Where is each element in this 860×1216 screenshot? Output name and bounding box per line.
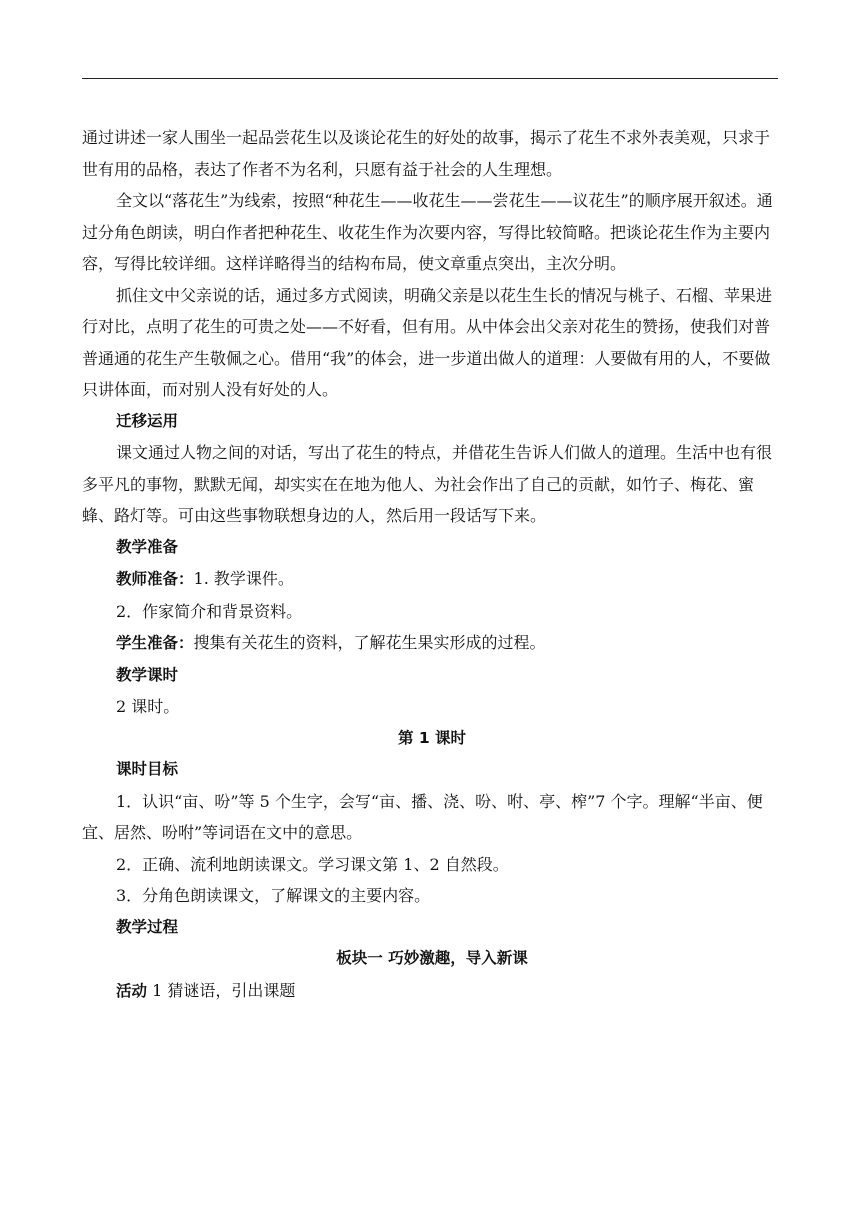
teacher-preparation (82, 563, 782, 596)
goal-3: 3．分角色朗读课文，了解课文的主要内容。 (116, 886, 431, 905)
activity-text: 1 猜谜语，引出课题 (147, 980, 296, 1000)
hours-text: 2 课时。 (116, 697, 180, 716)
paragraph-father: 抓住文中父亲说的话，通过多方式阅读，明确父亲是以花生生长的情况与桃子、石榴、苹果进行对比，点明了花生的可贵之处——不好看，但有用。从中体会出父亲对花生的赞扬，使我们对普普通通的花生产生敬佩之心。借用“我”的体会，进一步道出做人的道理：人要做有用的人，不要做只讲体面，而对别人没有好处的人。 (82, 285, 773, 399)
goal-1: 1．认识“亩、吩”等 5 个生字，会写“亩、播、浇、吩、咐、亭、榨”7 个字。理解“半亩、便宜、居然、吩咐”等词语在文中的意思。 (82, 791, 763, 842)
student-preparation (82, 627, 782, 660)
activity-1 (82, 975, 782, 1008)
heading-hours: 教学课时 (116, 665, 179, 684)
activity-label: 活动 (116, 981, 148, 1000)
teacher-preparation-label: 教师准备： (116, 570, 194, 588)
block-1-title: 板块一 巧妙激趣，导入新课 (336, 949, 528, 967)
document-body (82, 122, 782, 1007)
lesson-title: 第 1 课时 (397, 728, 467, 747)
heading-goals: 课时目标 (116, 760, 179, 778)
heading-preparation: 教学准备 (116, 537, 179, 556)
paragraph-structure: 全文以“落花生”为线索，按照“种花生——收花生——尝花生——议花生”的顺序展开叙述。通过分角色朗读，明白作者把种花生、收花生作为次要内容，写得比较简略。把谈论花生作为主要内容，写得比较详细。这样详略得当的结构布局，使文章重点突出，主次分明。 (82, 191, 773, 273)
teacher-preparation-text: 1. 教学课件。 (193, 569, 294, 588)
goal-2: 2．正确、流利地朗读课文。学习课文第 1、2 自然段。 (116, 854, 509, 874)
heading-process: 教学过程 (116, 917, 179, 936)
teacher-preparation-2: 2．作家简介和背景资料。 (116, 601, 303, 621)
student-preparation-text: 搜集有关花生的资料，了解花生果实形成的过程。 (193, 633, 546, 652)
paragraph-summary: 通过讲述一家人围坐一起品尝花生以及谈论花生的好处的故事，揭示了花生不求外表美观，只求于世有用的品格，表达了作者不为名利，只愿有益于社会的人生理想。 (82, 128, 771, 179)
paragraph-transfer: 课文通过人物之间的对话，写出了花生的特点，并借花生告诉人们做人的道理。生活中也有很多平凡的事物，默默无闻，却实实在在地为他人、为社会作出了自己的贡献，如竹子、梅花、蜜蜂、路灯等。可由这些事物联想身边的人，然后用一段话写下来。 (82, 443, 773, 525)
header-rule (82, 78, 778, 79)
heading-transfer: 迁移运用 (116, 411, 179, 430)
student-preparation-label: 学生准备： (116, 634, 194, 652)
